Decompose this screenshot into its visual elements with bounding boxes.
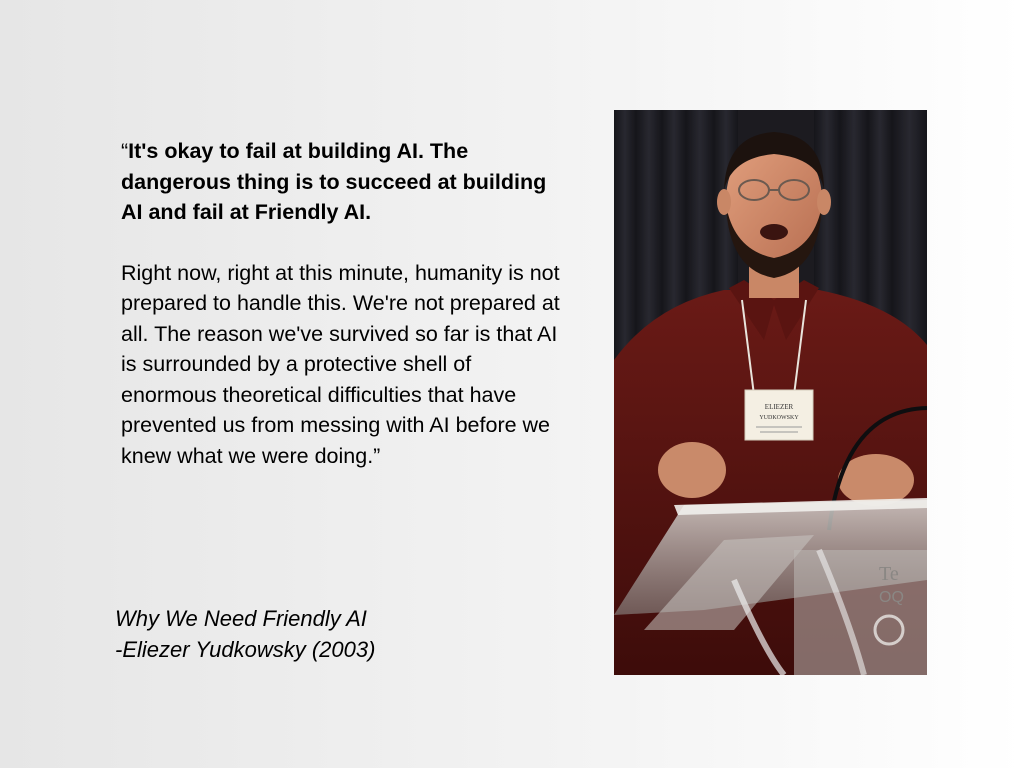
source-title: Why We Need Friendly AI xyxy=(115,606,367,631)
left-ear xyxy=(717,189,731,215)
quote-body: Right now, right at this minute, humanity is not prepared to handle this. We're not prepared at all. The reason we've survived so far is that AI is surrounded by a protective shell of enormous theoretical difficulties that have prevented us from messing with AI before we knew what we were doing.” xyxy=(121,260,560,468)
quote-lead-text: It's okay to fail at building AI. The dangerous thing is to succeed at building AI and fail at Friendly AI. xyxy=(121,139,547,224)
podium-text: Te xyxy=(879,563,899,585)
speaker-photo xyxy=(614,110,927,675)
quote-lead xyxy=(121,136,561,228)
name-badge xyxy=(745,390,813,440)
right-ear xyxy=(817,189,831,215)
badge-line2: YUDKOWSKY xyxy=(759,415,799,421)
mouth xyxy=(760,224,788,240)
open-quote-mark: “ xyxy=(121,139,129,163)
source-author: -Eliezer Yudkowsky (2003) xyxy=(115,637,376,662)
speaker-photo-illustration xyxy=(614,110,927,675)
left-hand xyxy=(658,442,726,498)
podium-text-2: OQ xyxy=(879,589,904,606)
quote-block xyxy=(121,136,561,471)
badge-line1: ELIEZER xyxy=(764,403,794,411)
attribution xyxy=(115,603,375,665)
